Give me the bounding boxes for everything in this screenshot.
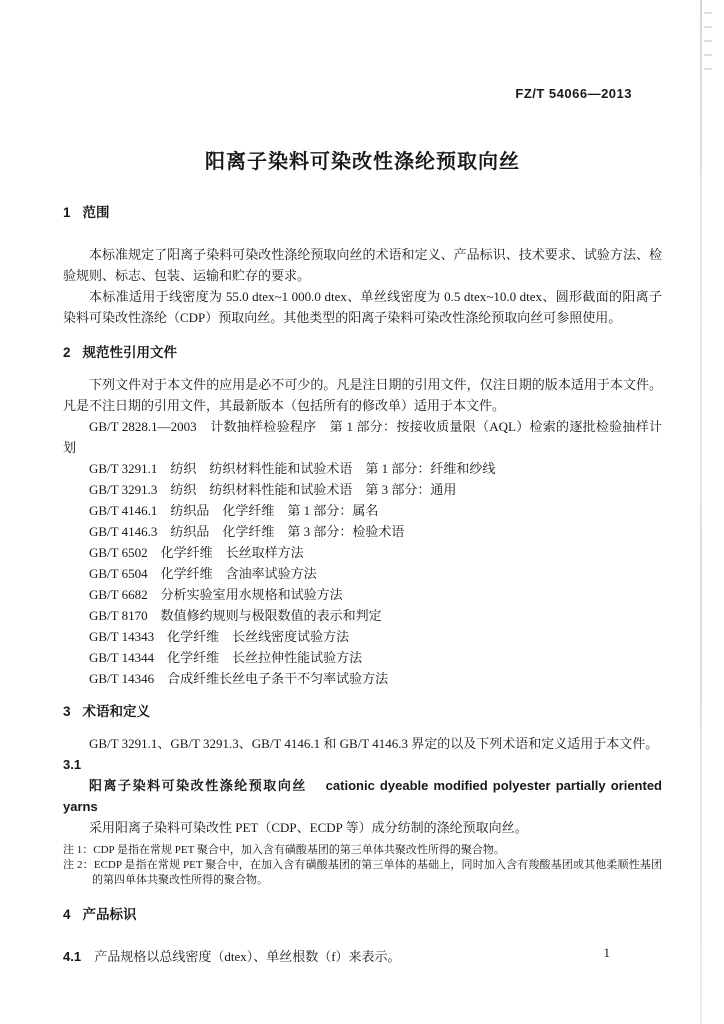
- term-note-1: 注 1：CDP 是指在常规 PET 聚合中，加入含有磺酸基团的第三单体共聚改性所得的聚合物。: [63, 844, 505, 856]
- section-3-number: 3: [63, 704, 71, 719]
- section-1-number: 1: [63, 205, 71, 220]
- term-definition: 采用阳离子染料可染改性 PET（CDP、ECDP 等）成分纺制的涤纶预取向丝。: [89, 820, 528, 835]
- scan-edge-artifact: [700, 0, 702, 1024]
- reference-item: GB/T 6682 分析实验室用水规格和试验方法: [89, 587, 343, 602]
- reference-item: GB/T 3291.3 纺织 纺织材料性能和试验术语 第 3 部分：通用: [89, 482, 457, 497]
- section-4-number: 4: [63, 907, 71, 922]
- document-title: 阳离子染料可染改性涤纶预取向丝: [205, 151, 520, 173]
- term-english: cationic dyeable modified polyester partially oriented yarns: [63, 778, 662, 814]
- section-3-title: 术语和定义: [82, 704, 151, 719]
- scan-binding-marks: [704, 12, 712, 72]
- term-note-2: 注 2：ECDP 是指在常规 PET 聚合中，在加入含有磺酸基团的第三单体的基础上，同时加入含有羧酸基团或其他柔顺性基团的第四单体共聚改性所得的聚合物。: [63, 859, 662, 886]
- section-3-heading: [63, 703, 662, 721]
- reference-item: GB/T 8170 数值修约规则与极限数值的表示和判定: [89, 608, 382, 623]
- reference-item: GB/T 14343 化学纤维 长丝线密度试验方法: [89, 629, 350, 644]
- term-entry: [63, 775, 662, 817]
- section-2-heading: [63, 344, 662, 362]
- section-4-title: 产品标识: [82, 907, 137, 922]
- section-2-number: 2: [63, 345, 71, 360]
- scope-paragraph-1: 本标准规定了阳离子染料可染改性涤纶预取向丝的术语和定义、产品标识、技术要求、试验方法、检验规则、标志、包装、运输和贮存的要求。: [63, 247, 662, 283]
- reference-item: GB/T 4146.3 纺织品 化学纤维 第 3 部分：检验术语: [89, 524, 405, 539]
- page-content: [63, 0, 662, 967]
- normative-references-intro: 下列文件对于本文件的应用是必不可少的。凡是注日期的引用文件，仅注日期的版本适用于本文件。凡是不注日期的引用文件，其最新版本（包括所有的修改单）适用于本文件。: [63, 377, 662, 413]
- reference-item: GB/T 3291.1 纺织 纺织材料性能和试验术语 第 1 部分：纤维和纱线: [89, 461, 496, 476]
- section-1-title: 范围: [82, 205, 110, 220]
- scope-paragraph-2: 本标准适用于线密度为 55.0 dtex~1 000.0 dtex、单丝线密度为 0.5 dtex~10.0 dtex、圆形截面的阳离子染料可染改性涤纶（CDP）预取向丝。其他类型的阳离子染料可染改性涤纶预取向丝可参照使用。: [63, 289, 662, 325]
- terms-intro: GB/T 3291.1、GB/T 3291.3、GB/T 4146.1 和 GB/T 4146.3 界定的以及下列术语和定义适用于本文件。: [89, 736, 659, 751]
- clause-4-1-text: 产品规格以总线密度（dtex）、单丝根数（f）来表示。: [94, 949, 401, 964]
- reference-item: GB/T 2828.1—2003 计数抽样检验程序 第 1 部分：按接收质量限（AQL）检索的逐批检验抽样计划: [63, 419, 662, 455]
- section-4-heading: [63, 906, 662, 924]
- reference-item: GB/T 14344 化学纤维 长丝拉伸性能试验方法: [89, 650, 363, 665]
- doc-number: FZ/T 54066—2013: [515, 86, 632, 101]
- reference-item: GB/T 4146.1 纺织品 化学纤维 第 1 部分：属名: [89, 503, 379, 518]
- term-chinese: 阳离子染料可染改性涤纶预取向丝: [89, 778, 307, 793]
- clause-3-1-number: 3.1: [63, 757, 82, 772]
- section-2-title: 规范性引用文件: [82, 345, 178, 360]
- reference-item: GB/T 6502 化学纤维 长丝取样方法: [89, 545, 304, 560]
- section-1-heading: [63, 204, 662, 222]
- reference-item: GB/T 6504 化学纤维 含油率试验方法: [89, 566, 317, 581]
- page-number: 1: [603, 945, 610, 960]
- reference-item: GB/T 14346 合成纤维长丝电子条干不匀率试验方法: [89, 671, 389, 686]
- clause-4-1-number: 4.1: [63, 949, 82, 964]
